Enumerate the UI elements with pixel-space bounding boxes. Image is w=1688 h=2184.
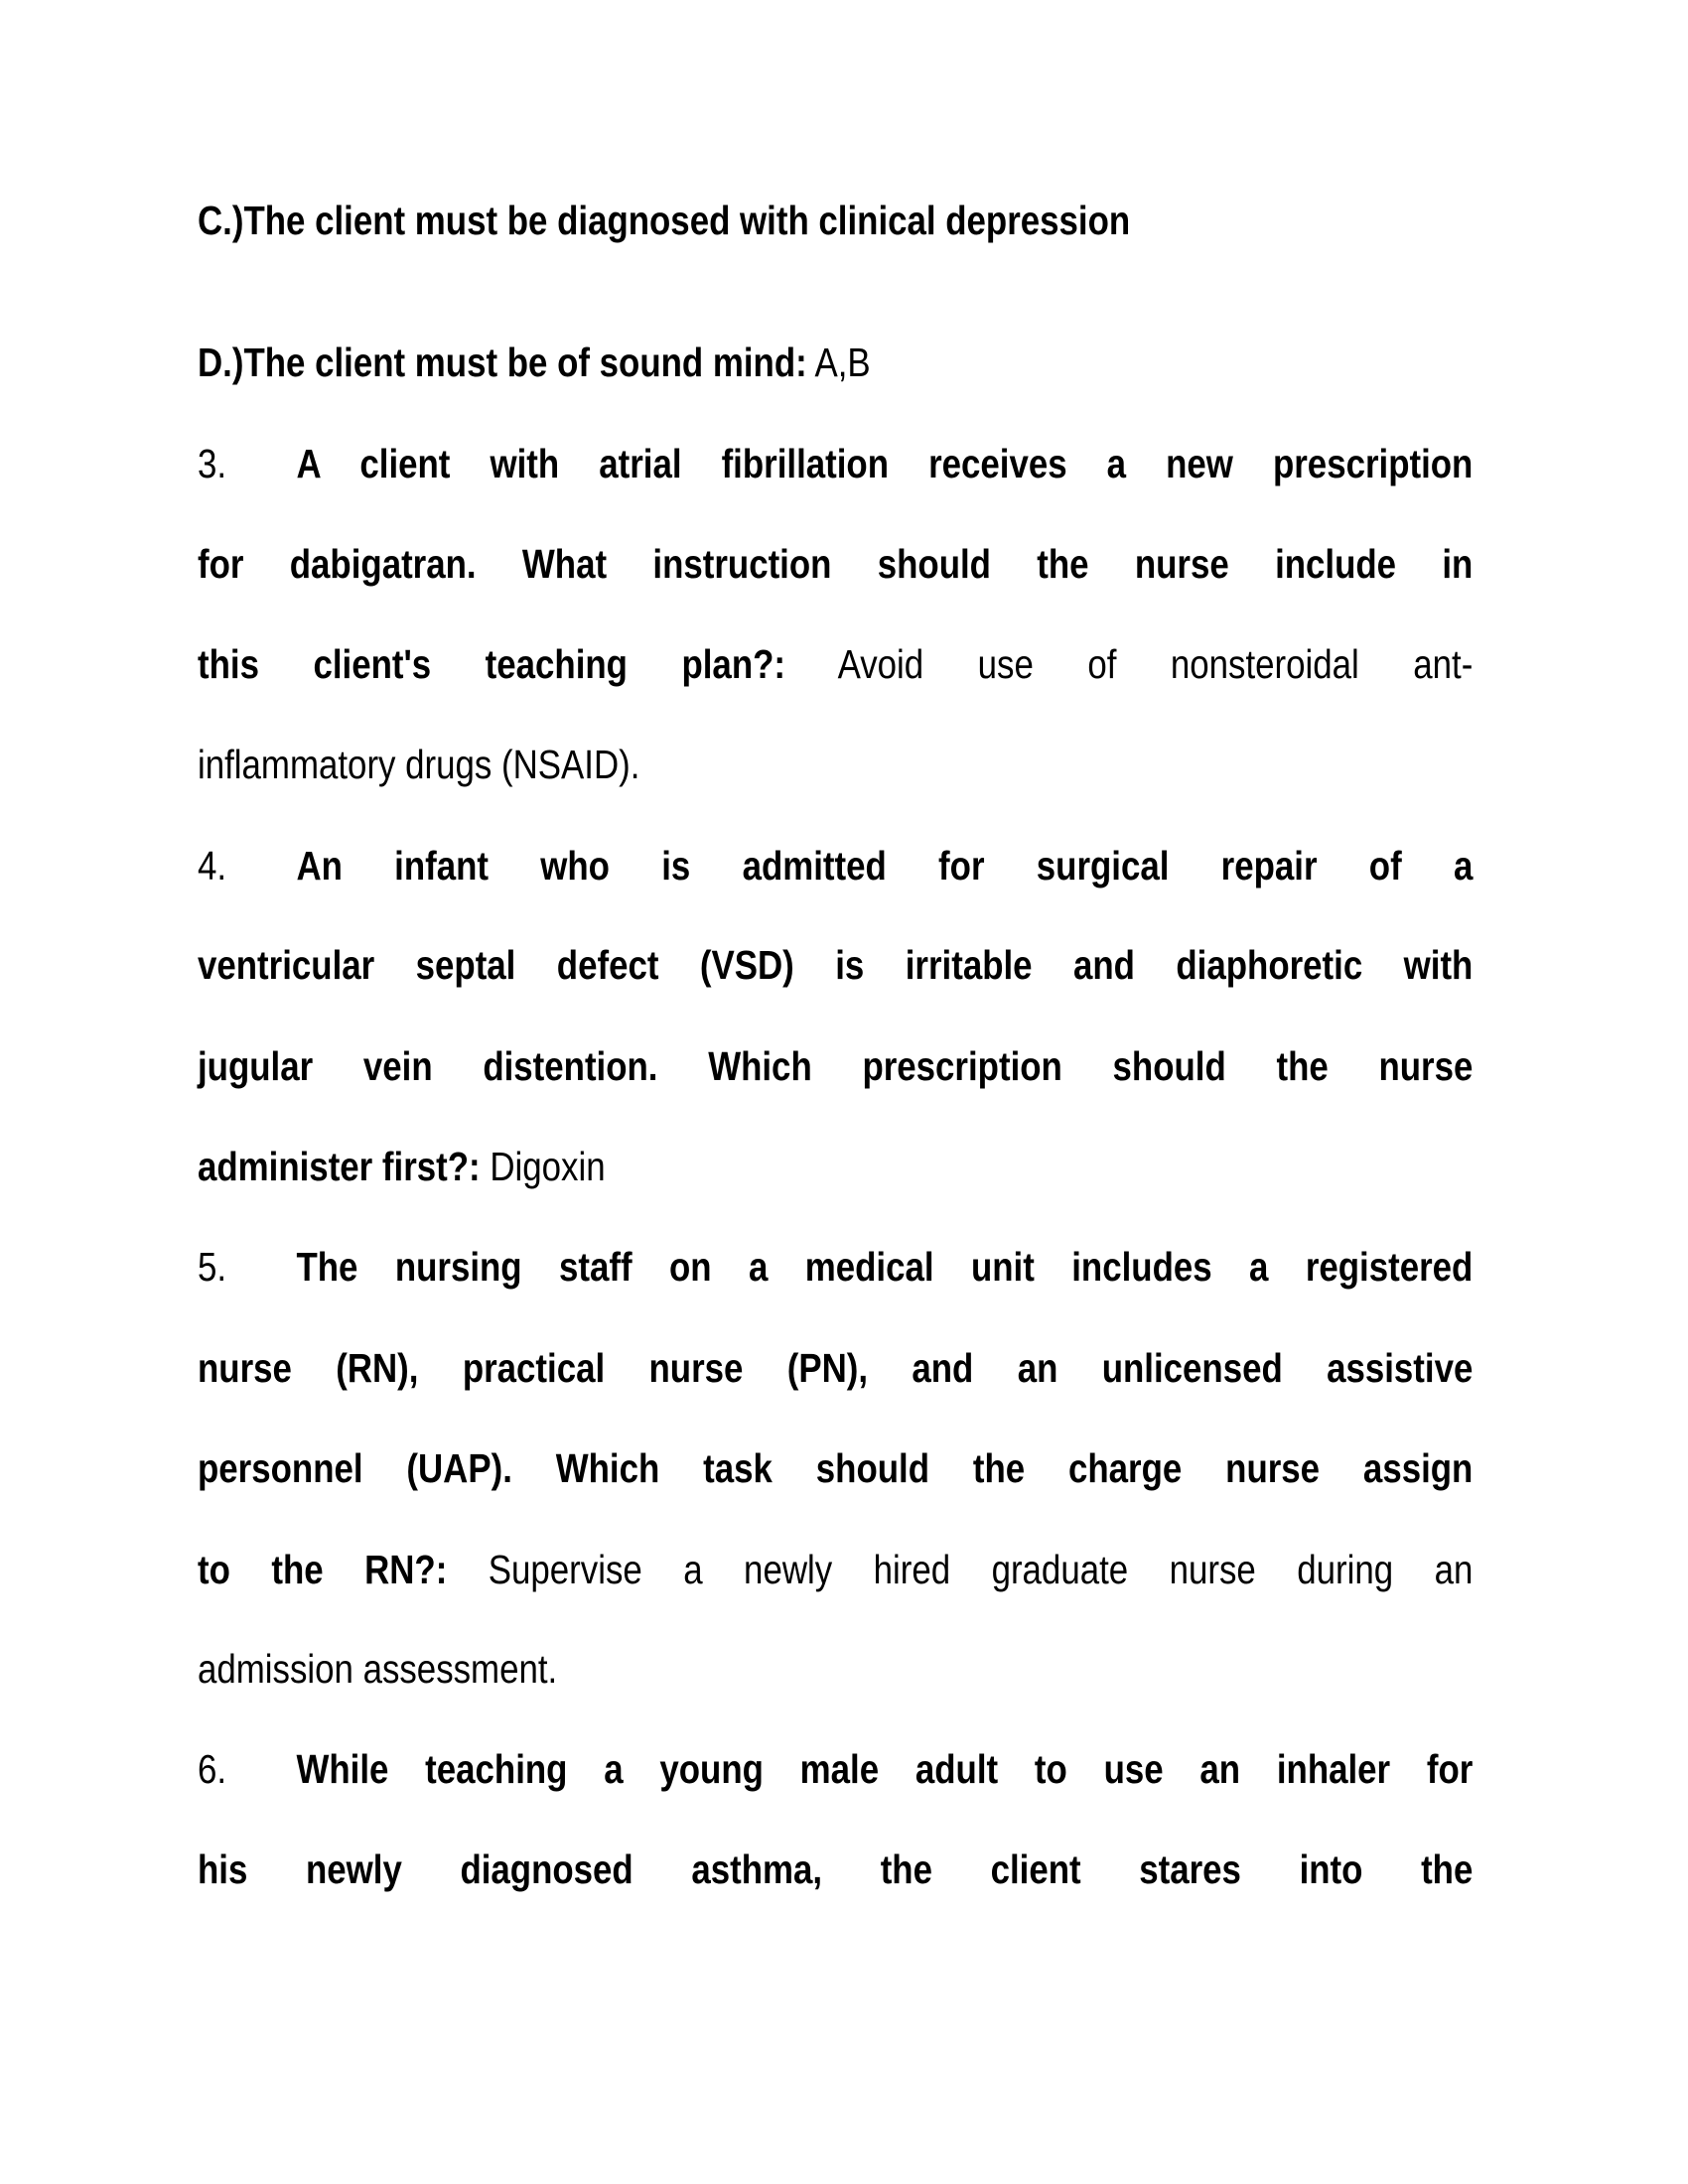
question-text: administer first?: xyxy=(198,1144,481,1189)
question-text: While teaching a young male adult to use an inhaler for xyxy=(296,1746,1474,1792)
question-text: ventricular septal defect (VSD) is irritable and diaphoretic with xyxy=(198,942,1474,988)
answer-text: admission assessment. xyxy=(198,1646,558,1692)
question-5-line xyxy=(198,1242,1473,1292)
question-6-line xyxy=(198,1744,1473,1794)
question-text: An infant who is admitted for surgical repair of a xyxy=(296,843,1474,888)
question-number: 6. xyxy=(198,1746,227,1792)
question-text: jugular vein distention. Which prescription should the nurse xyxy=(198,1043,1474,1089)
question-3-line xyxy=(198,439,1473,488)
question-4-line xyxy=(198,1142,1473,1191)
question-text: A client with atrial fibrillation receives a new prescription xyxy=(296,441,1474,486)
question-text: this client's teaching plan?: xyxy=(198,641,785,687)
question-number: 4. xyxy=(198,843,227,888)
question-number: 5. xyxy=(198,1244,227,1290)
answer-text: inflammatory drugs (NSAID). xyxy=(198,742,640,787)
option-c: C.)The client must be diagnosed with clinical depression xyxy=(198,198,1131,243)
question-text: for dabigatran. What instruction should the nurse include in xyxy=(198,541,1474,587)
question-4-line xyxy=(198,841,1473,890)
question-text: nurse (RN), practical nurse (PN), and an unlicensed assistive xyxy=(198,1345,1474,1391)
question-text: The nursing staff on a medical unit includes a registered xyxy=(296,1244,1474,1290)
answer-text: Digoxin xyxy=(490,1144,606,1189)
question-text: to the RN?: xyxy=(198,1547,448,1592)
question-3-line xyxy=(198,639,1473,689)
option-d-answer: A,B xyxy=(814,340,871,385)
answer-text: Supervise a newly hired graduate nurse during an xyxy=(488,1547,1474,1592)
question-number: 3. xyxy=(198,441,227,486)
answer-text: Avoid use of nonsteroidal ant- xyxy=(837,641,1474,687)
question-text: personnel (UAP). Which task should the charge nurse assign xyxy=(198,1445,1474,1491)
option-d-text: D.)The client must be of sound mind: xyxy=(198,340,807,385)
question-text: his newly diagnosed asthma, the client stares into the xyxy=(198,1846,1474,1892)
option-d xyxy=(198,338,1473,387)
question-5-line xyxy=(198,1545,1473,1594)
